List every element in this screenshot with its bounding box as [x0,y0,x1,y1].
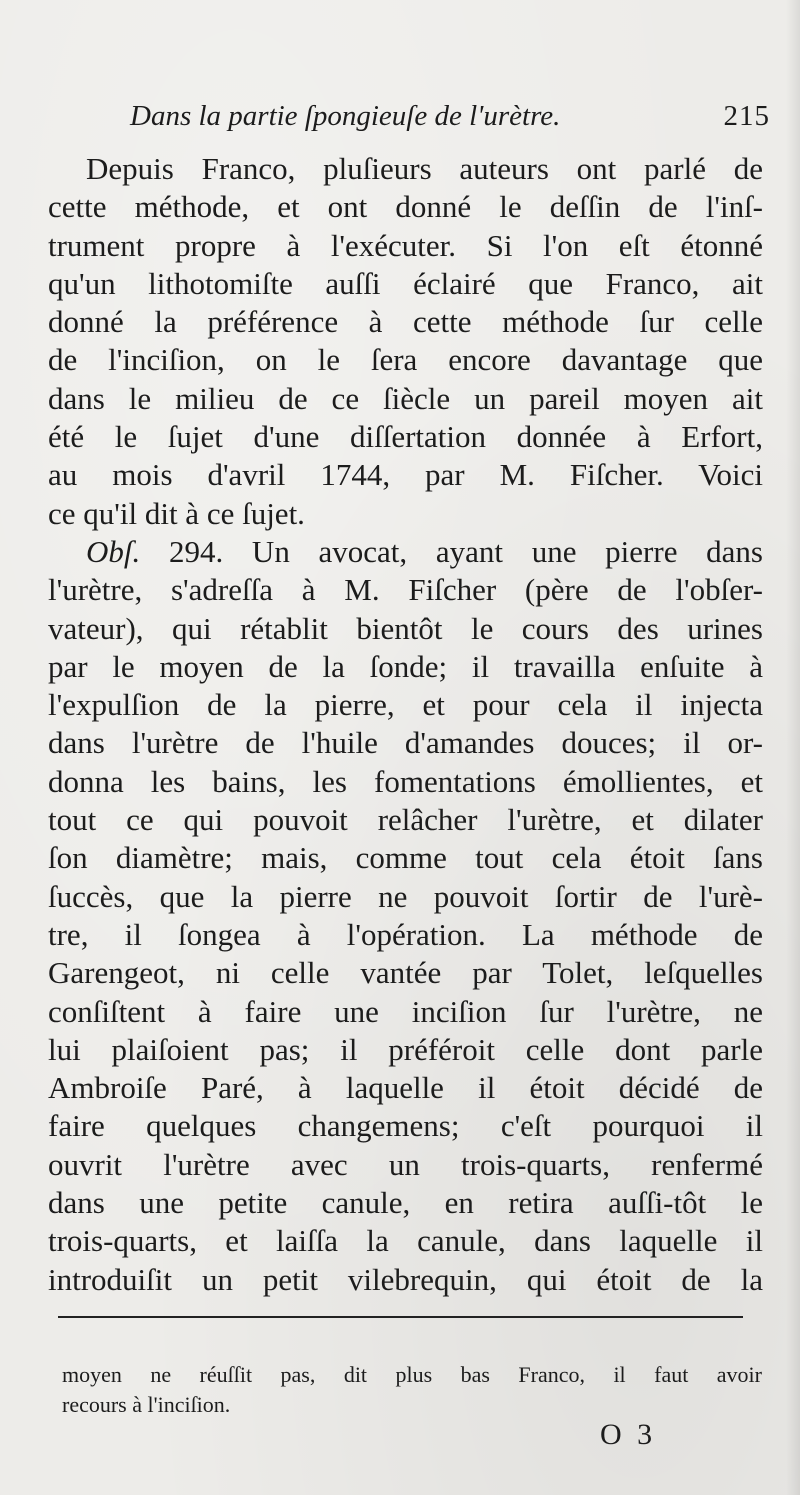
text-line: par le moyen de la ſonde; il travailla enſuite à [48,648,763,684]
text-line: cette méthode, et ont donné le deſſin de l'inſ- [48,189,763,225]
text-line: ouvrit l'urètre avec un trois-quarts, renfermé [48,1146,763,1182]
text-line: qu'un lithotomiſte auſſi éclairé que Franco, ait [48,265,763,301]
text-line: dans une petite canule, en retira auſſi-tôt le [48,1185,763,1221]
running-head [130,100,770,144]
text-line: tout ce qui pouvoit relâcher l'urètre, et dilater [48,802,763,838]
text-line: introduiſit un petit vilebrequin, qui étoit de la [48,1261,763,1297]
signature-mark: O 3 [600,1418,657,1451]
text-line: dans l'urètre de l'huile d'amandes douces; il or- [48,725,763,761]
text-line: ſuccès, que la pierre ne pouvoit ſortir de l'urè- [48,878,763,914]
footnote-rule [58,1316,743,1318]
text-line: été le ſujet d'une diſſertation donnée à Erfort, [48,419,763,455]
running-head-title: Dans la partie ſpongieuſe de l'urètre. [130,100,561,132]
text-line: ce qu'il dit à ce ſujet. [48,495,305,531]
text-line: Garengeot, ni celle vantée par Tolet, leſquelles [48,955,763,991]
text-line: de l'inciſion, on le ſera encore davantage que [48,342,763,378]
text-line: donné la préférence à cette méthode ſur celle [48,304,763,340]
page-number: 215 [723,100,770,132]
footnote-line: recours à l'inciſion. [62,1392,231,1417]
text-line: donna les bains, les fomentations émollientes, et [48,763,763,799]
text-line: l'urètre, s'adreſſa à M. Fiſcher (père de l'obſer- [48,572,763,608]
footnote [62,1360,762,1420]
text-line: vateur), qui rétablit bientôt le cours des urines [48,610,763,646]
text-line: ſon diamètre; mais, comme tout cela étoit ſans [48,840,763,876]
observation-294 [48,533,763,1299]
page-edge-shadow [786,0,800,1495]
observation-first-line-text: 294. Un avocat, ayant une pierre dans [168,534,763,569]
text-line: Ambroiſe Paré, à laquelle il étoit décidé de [48,1070,763,1106]
text-line: conſiſtent à faire une inciſion ſur l'urètre, ne [48,993,763,1029]
text-line: lui plaiſoient pas; il préféroit celle dont parle [48,1031,763,1067]
text-line: au mois d'avril 1744, par M. Fiſcher. Voici [48,457,763,493]
observation-label: Obſ. [86,534,141,569]
text-line: l'expulſion de la pierre, et pour cela il injecta [48,687,763,723]
observation-first-line [48,533,763,571]
text-line: faire quelques changemens; c'eſt pourquoi il [48,1108,763,1144]
footnote-line: moyen ne réuſſit pas, dit plus bas Franco, il faut avoir [62,1362,762,1387]
paragraph-intro [48,150,763,533]
text-line: dans le milieu de ce ſiècle un pareil moyen ait [48,380,763,416]
text-line: trument propre à l'exécuter. Si l'on eſt étonné [48,227,763,263]
text-line: trois-quarts, et laiſſa la canule, dans laquelle il [48,1223,763,1259]
text-line: tre, il ſongea à l'opération. La méthode de [48,916,763,952]
text-line: Depuis Franco, pluſieurs auteurs ont parlé de [86,151,763,186]
